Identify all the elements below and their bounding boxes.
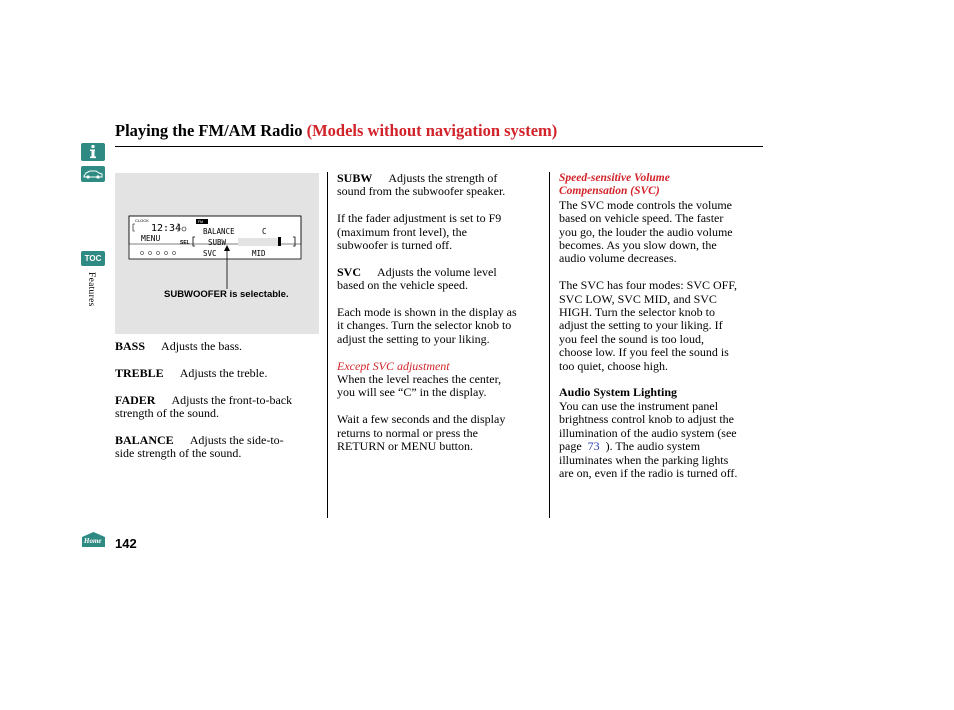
svc-p1-5: audio volume decreases. (559, 251, 677, 266)
svc-p2-7: too quiet, choose high. (559, 358, 668, 373)
fader-note-1: If the fader adjustment is set to F9 (337, 211, 502, 226)
mode-text-1: Each mode is shown in the display as (337, 305, 517, 320)
svc-p2-1: The SVC has four modes: SVC OFF, (559, 278, 738, 293)
home-button[interactable] (80, 531, 107, 548)
display-indicator: FM (198, 220, 204, 224)
display-balance: BALANCE (203, 227, 235, 236)
desc-balance-2: side strength of the sound. (115, 446, 242, 461)
column-divider-1 (327, 172, 328, 518)
title-subtitle: (Models without navigation system) (306, 121, 558, 140)
svc-heading-2: Compensation (SVC) (559, 185, 660, 198)
title-main: Playing the FM/AM Radio (115, 121, 303, 140)
lighting-5: illuminates when the parking lights (559, 452, 729, 467)
lighting-3: illumination of the audio system (see (559, 425, 737, 440)
desc-fader: Adjusts the front-to-back (171, 392, 293, 407)
svc-p2-5: you feel the sound is too loud, (559, 331, 704, 346)
column-divider-2 (549, 172, 550, 518)
column-3 (559, 172, 765, 480)
lighting-2: brightness control knob to adjust the (559, 412, 734, 427)
fader-note-2: (maximum front level), the (337, 224, 467, 239)
desc-svc: Adjusts the volume level (377, 264, 497, 279)
term-balance: BALANCE (115, 432, 174, 447)
title-rule (115, 146, 763, 147)
svc-p1-1: The SVC mode controls the volume (559, 197, 732, 212)
section-label: Features (86, 272, 96, 307)
desc-treble: Adjusts the treble. (179, 365, 268, 380)
term-treble: TREBLE (115, 365, 164, 380)
svc-p1-4: becomes. As you slow down, the (559, 238, 717, 253)
desc-svc-2: based on the vehicle speed. (337, 278, 468, 293)
radio-display-figure (115, 173, 319, 334)
page-title (115, 121, 557, 141)
display-svc: SVC (203, 249, 217, 258)
display-clock: 12:34 (151, 223, 182, 234)
desc-bass: Adjusts the bass. (161, 339, 243, 353)
info-button[interactable] (81, 143, 105, 161)
svc-p2-3: HIGH. Turn the selector knob to (559, 305, 715, 320)
lighting-4b: ). The audio system (605, 439, 701, 454)
figure-caption: SUBWOOFER is selectable. (164, 289, 289, 300)
except-text-2: you will see “C” in the display. (337, 385, 487, 400)
svc-heading-1: Speed-sensitive Volume (559, 172, 670, 184)
svc-p1-3: you go, the louder the audio volume (559, 224, 733, 239)
desc-balance: Adjusts the side-to- (189, 432, 284, 447)
svc-p2-4: adjust the setting to your liking. If (559, 318, 723, 333)
display-balance-value: C (262, 227, 267, 236)
lighting-6: are on, even if the radio is turned off. (559, 465, 738, 480)
display-menu: MENU (141, 234, 161, 243)
except-text-1: When the level reaches the center, (337, 372, 502, 387)
lighting-heading: Audio System Lighting (559, 385, 678, 400)
display-subw: SUBW (208, 238, 227, 247)
except-heading: Except SVC adjustment (337, 358, 450, 373)
page-link-73[interactable]: 73 (587, 439, 600, 454)
mode-text-3: adjust the setting to your liking. (337, 331, 490, 346)
home-label: Home (84, 537, 102, 545)
mode-text-2: it changes. Turn the selector knob to (337, 318, 512, 333)
radio-display-illustration (115, 173, 319, 334)
term-fader: FADER (115, 392, 156, 407)
lighting-4a: page (559, 439, 582, 454)
display-svc-value: MID (252, 249, 266, 258)
info-icon (81, 143, 105, 161)
term-subw: SUBW (337, 171, 373, 185)
wait-text-2: returns to normal or press the (337, 425, 478, 440)
term-bass: BASS (115, 339, 146, 353)
desc-subw: Adjusts the strength of (388, 171, 498, 185)
wait-text-3: RETURN or MENU button. (337, 439, 473, 454)
lighting-1: You can use the instrument panel (559, 398, 719, 413)
display-sel: SEL (180, 240, 190, 246)
car-button[interactable] (81, 166, 105, 182)
svc-p1-2: based on vehicle speed. The faster (559, 211, 724, 226)
fader-note-3: subwoofer is turned off. (337, 238, 453, 253)
svc-p2-6: choose low. If you feel the sound is (559, 345, 729, 360)
desc-subw-2: sound from the subwoofer speaker. (337, 184, 506, 199)
clock-label: CLOCK (135, 218, 149, 223)
svc-p2-2: SVC LOW, SVC MID, and SVC (559, 291, 717, 306)
page-number: 142 (115, 536, 137, 551)
column-1 (115, 340, 321, 461)
wait-text-1: Wait a few seconds and the display (337, 412, 506, 427)
car-icon (81, 166, 105, 182)
term-svc: SVC (337, 264, 362, 279)
desc-fader-2: strength of the sound. (115, 406, 219, 420)
column-2 (337, 172, 545, 453)
toc-button[interactable]: TOC (81, 251, 105, 266)
